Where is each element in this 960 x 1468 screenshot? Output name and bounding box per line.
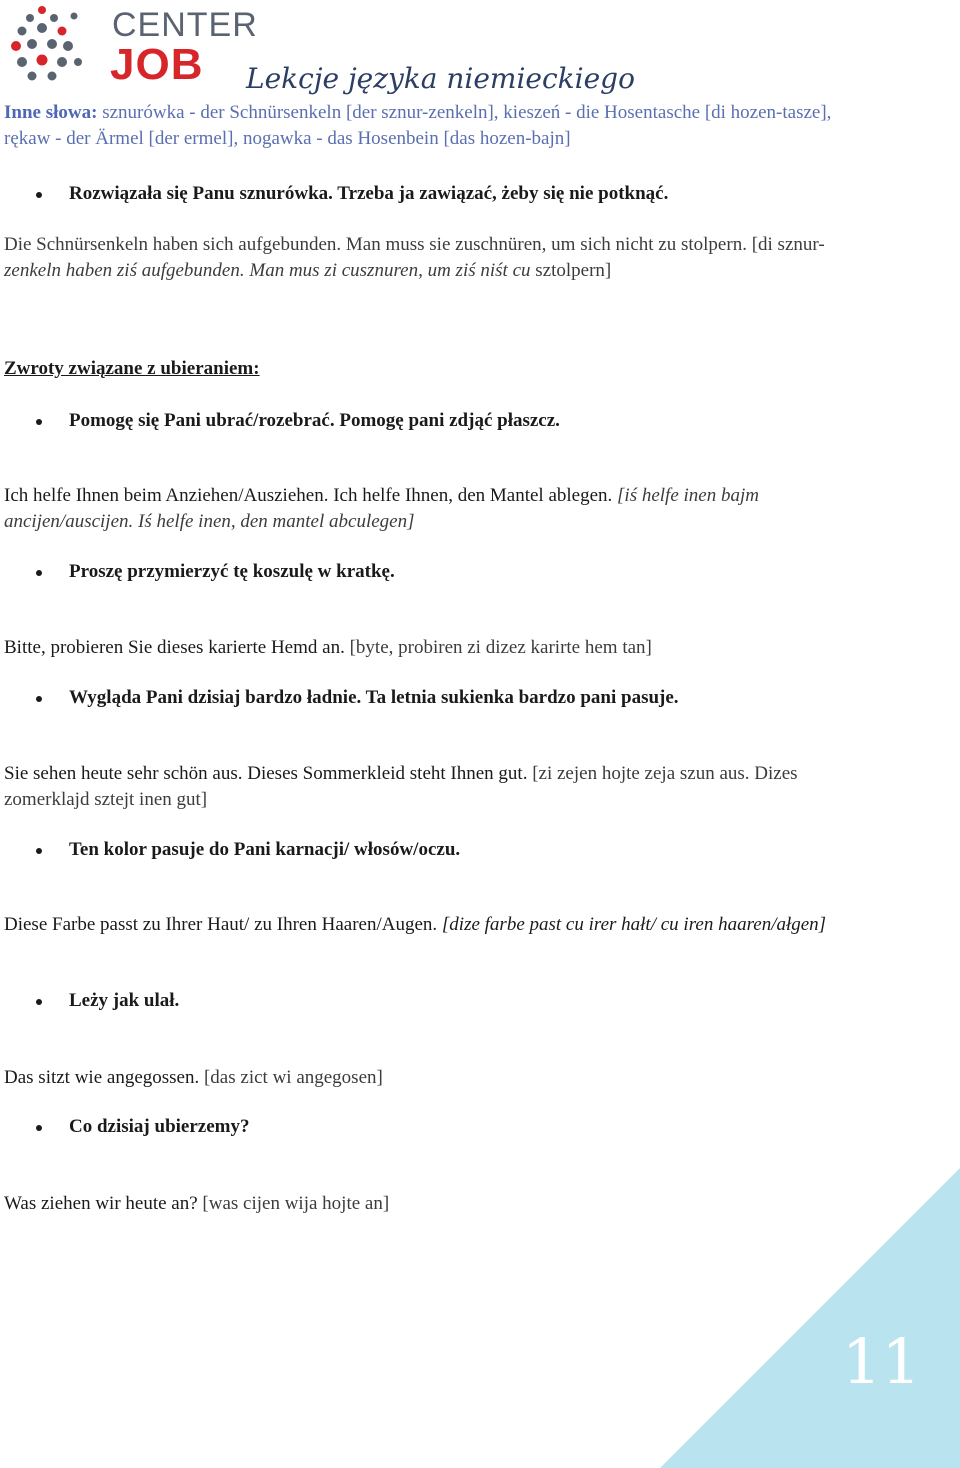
phrase-pl (36, 410, 560, 432)
phrase-de: Das sitzt wie angegossen. (4, 1067, 200, 1088)
phrase-pl (36, 990, 179, 1012)
phrase-pron-c: sztolpern] (530, 260, 612, 281)
logo-text-center: CENTER (112, 6, 258, 44)
phrase-de-paragraph (4, 761, 844, 813)
phrase-de: Sie sehen heute sehr schön aus. Dieses Sommerkleid steht Ihnen gut. (4, 763, 528, 784)
phrase-pron: [dize farbe past cu irer hałt/ cu iren haaren/ałgen] (437, 914, 827, 935)
phrase-pl (36, 687, 679, 709)
phrase-pl-text: Proszę przymierzyć tę koszulę w kratkę. (69, 561, 395, 582)
phrase-pl (36, 839, 460, 861)
section-heading: Zwroty związane z ubieraniem: (4, 358, 260, 379)
phrase-pl-text: Wygląda Pani dzisiaj bardzo ładnie. Ta letnia sukienka bardzo pani pasuje. (69, 687, 679, 708)
phrase-pl-text: Pomogę się Pani ubrać/rozebrać. Pomogę pani zdjąć płaszcz. (69, 410, 560, 431)
logo-dots-icon (8, 4, 108, 88)
phrase-pron: [zi zejen hojte zeja szun aus. Dizes zomerklajd sztejt inen gut] (4, 763, 798, 810)
company-logo (8, 4, 258, 89)
phrase-pl (36, 183, 668, 205)
phrase-pron-a: [di sznur- (746, 234, 825, 255)
phrase-pl-text: Ten kolor pasuje do Pani karnacji/ włosów/oczu. (69, 839, 461, 860)
page-number: 11 (842, 1325, 921, 1398)
phrase-pron: [byte, probiren zi dizez karirte hem tan] (344, 637, 652, 658)
phrase-pl-text: Co dzisiaj ubierzemy? (69, 1116, 250, 1137)
phrase-de-paragraph (4, 483, 844, 535)
phrase-pl-text: Rozwiązała się Panu sznurówka. Trzeba ja zawiązać, żeby się nie potknąć. (69, 183, 669, 204)
phrase-pron: [iś helfe inen bajm ancijen/auscijen. Iś helfe inen, den mantel abculegen] (4, 485, 759, 532)
other-words-text: sznurówka - der Schnürsenkeln [der sznur-zenkeln], kieszeń - die Hosentasche [di hozen-tasze], rękaw - der Ärmel [der ermel], nogawka - das Hosenbein [das hozen-bajn] (4, 102, 832, 149)
phrase-de-paragraph (4, 232, 844, 284)
phrase-de-paragraph (4, 1065, 844, 1091)
phrase-pl (36, 1116, 249, 1138)
logo-text-job: JOB (110, 40, 204, 89)
other-words-label: Inne słowa: (4, 102, 98, 123)
phrase-pl-text: Leży jak ulał. (69, 990, 180, 1011)
phrase-de-paragraph (4, 635, 844, 661)
phrase-de-paragraph (4, 912, 844, 938)
page-corner-triangle (660, 1168, 960, 1468)
phrase-de: Was ziehen wir heute an? (4, 1193, 198, 1214)
phrase-pron: [was cijen wija hojte an] (197, 1193, 390, 1214)
phrase-de: Bitte, probieren Sie dieses karierte Hemd an. (4, 637, 345, 658)
phrase-de: Ich helfe Ihnen beim Anziehen/Ausziehen. Ich helfe Ihnen, den Mantel ablegen. (4, 485, 613, 506)
phrase-pl (36, 561, 395, 583)
page-title: Lekcje języka niemieckiego (246, 62, 635, 95)
other-words-paragraph (4, 100, 834, 152)
phrase-pron-b: zenkeln haben ziś aufgebunden. Man mus zi cusznuren, um ziś niśt cu (4, 260, 531, 281)
phrase-pron: [das zict wi angegosen] (199, 1067, 383, 1088)
phrase-de: Die Schnürsenkeln haben sich aufgebunden. Man muss sie zuschnüren, um sich nicht zu stolpern. (4, 234, 747, 255)
phrase-de: Diese Farbe passt zu Ihrer Haut/ zu Ihren Haaren/Augen. (4, 914, 438, 935)
